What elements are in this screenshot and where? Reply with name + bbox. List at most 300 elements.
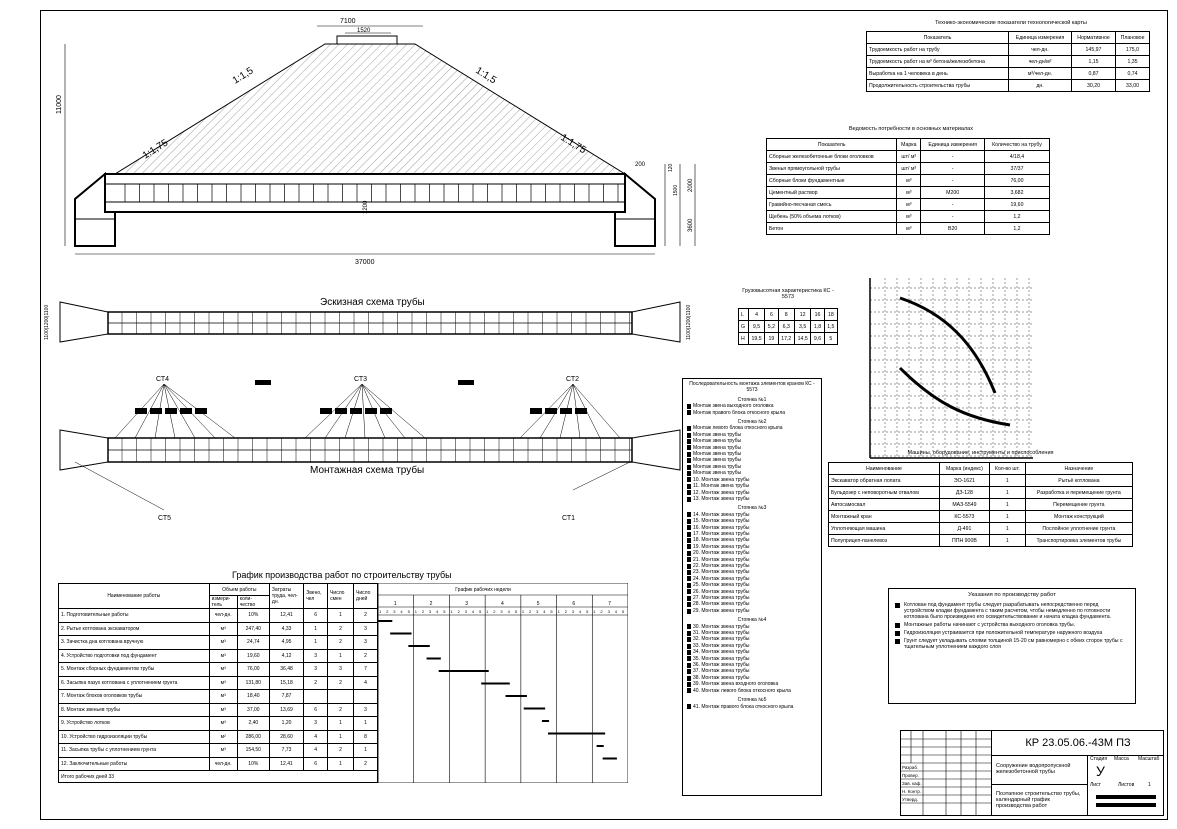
stamp-mass-label: Масса — [1114, 756, 1129, 762]
schedule-cell: 1 — [328, 649, 354, 663]
sched-col-shifts: Число смен — [328, 584, 354, 609]
materials-table-cell: 3,682 — [984, 187, 1049, 199]
materials-table-cell: 1,2 — [984, 211, 1049, 223]
crane-table-cell: 6,3 — [778, 321, 794, 333]
sequence-item: 40. Монтаж левого блока откосного крыла — [687, 688, 817, 694]
stamp-stage: У — [1096, 763, 1105, 779]
sequence-stop-heading: Стоянка №3 — [737, 505, 767, 512]
sequence-item: 24. Монтаж звена трубы — [687, 576, 817, 582]
schedule-row — [59, 730, 378, 744]
schedule-cell: 3 — [304, 717, 328, 731]
svg-text:3: 3 — [571, 609, 575, 614]
materials-table-cell: М200 — [921, 187, 985, 199]
svg-text:4: 4 — [543, 609, 546, 614]
schedule-cell: 7 — [354, 663, 378, 677]
gantt-week-label: 2 — [429, 601, 433, 607]
dim-pipe-height: 1200 — [363, 200, 369, 214]
crane-load-chart — [855, 273, 1035, 463]
crane-table-cell: 3,5 — [794, 321, 810, 333]
schedule-cell: м³ — [209, 663, 237, 677]
schedule-cell: 12. Заключительные работы — [59, 757, 210, 771]
schedule-cell: м² — [209, 730, 237, 744]
materials-table-cell: Сборные железобетонные блоки оголовков — [767, 151, 897, 163]
sequence-item: 20. Монтаж звена трубы — [687, 550, 817, 556]
crane-table-cell: 9,5 — [748, 321, 764, 333]
machines-table-row — [829, 487, 1133, 499]
machines-table-cell: Полуприцеп-панелевоз — [829, 535, 940, 547]
tech-table-cell: 175,0 — [1116, 44, 1150, 56]
machines-table-cell: Транспортировка элементов трубы — [1025, 535, 1132, 547]
schedule-cell: 12,41 — [269, 609, 303, 623]
sequence-item: 39. Монтаж звена входного оголовка — [687, 681, 817, 687]
svg-text:1: 1 — [486, 609, 489, 614]
stamp-scale-label: Масштаб — [1138, 756, 1160, 762]
sequence-item: 28. Монтаж звена трубы — [687, 601, 817, 607]
slope-right-upper: 1:1,5 — [473, 65, 499, 87]
sequence-item: 36. Монтаж звена трубы — [687, 662, 817, 668]
gantt-week-label: 4 — [501, 601, 504, 607]
crane-table-cell: 18 — [824, 309, 837, 321]
sequence-item: 27. Монтаж звена трубы — [687, 595, 817, 601]
schedule-row — [59, 757, 378, 771]
sequence-item: 12. Монтаж звена трубы — [687, 490, 817, 496]
dim-height: 11000 — [56, 95, 63, 114]
machines-table-row — [829, 535, 1133, 547]
tech-table-row — [867, 44, 1150, 56]
tech-table-cell: Продолжительность строительства трубы — [867, 80, 1009, 92]
schedule-cell: 12,41 — [269, 757, 303, 771]
sequence-stop-heading: Стоянка №2 — [737, 419, 767, 426]
materials-table-cell: - — [921, 151, 985, 163]
crane-table-cell: 4 — [748, 309, 764, 321]
materials-table-cell: м³ — [897, 175, 921, 187]
crane-table-cell: 14,5 — [794, 333, 810, 345]
materials-table-title: Ведомость потребности в основных материалах — [849, 126, 973, 132]
schedule-row — [59, 636, 378, 650]
schedule-cell: 2. Рытье котлована экскаватором — [59, 622, 210, 636]
crane-table-title: Грузовысотная характеристика КС - 5573 — [742, 288, 834, 300]
sequence-item: 34. Монтаж звена трубы — [687, 649, 817, 655]
machines-table-cell: КС-5573 — [939, 511, 989, 523]
sequence-title: Последовательность монтажа элементов краном КС - 5573 — [689, 381, 815, 394]
schedule-row — [59, 649, 378, 663]
materials-table-row — [767, 163, 1050, 175]
sequence-item: 23. Монтаж звена трубы — [687, 569, 817, 575]
svg-text:2: 2 — [421, 609, 425, 614]
tech-table-header-1: Единица измерения — [1009, 32, 1072, 44]
materials-table-cell: 4/18,4 — [984, 151, 1049, 163]
schedule-cell: 7. Монтаж блоков оголовков трубы — [59, 690, 210, 704]
schedule-cell: 1 — [328, 717, 354, 731]
sequence-item: 37. Монтаж звена трубы — [687, 668, 817, 674]
svg-text:1: 1 — [414, 609, 417, 614]
tech-table-header-3: Плановое — [1116, 32, 1150, 44]
schedule-cell: м³ — [209, 676, 237, 690]
svg-text:4: 4 — [400, 609, 403, 614]
machines-table-row — [829, 499, 1133, 511]
sketch-scheme-drawing — [40, 290, 700, 350]
machines-table-cell: 1 — [989, 487, 1025, 499]
crane-table — [738, 308, 838, 345]
slope-left-lower: 1:1,75 — [140, 137, 171, 162]
materials-table-row — [767, 187, 1050, 199]
materials-table-cell: Сборные блоки фундаментные — [767, 175, 897, 187]
sequence-item: Монтаж правого блока откосного крыла — [687, 410, 817, 416]
sequence-item: Монтаж звена трубы — [687, 470, 817, 476]
svg-text:2: 2 — [600, 609, 603, 614]
schedule-cell: 3 — [354, 703, 378, 717]
machines-table-cell: ДЗ-128 — [939, 487, 989, 499]
note-item: Гидроизоляция устраивается при положительной температуре наружного воздуха — [895, 630, 1129, 636]
sequence-stop-heading: Стоянка №5 — [737, 697, 767, 704]
schedule-cell: 4 — [304, 744, 328, 758]
station-st4: СТ4 — [156, 376, 169, 383]
sched-col-crew: Звено, чел — [304, 584, 328, 609]
machines-table-cell: Автосамосвал — [829, 499, 940, 511]
schedule-gantt — [378, 583, 628, 783]
dim-3600: 3600 — [688, 218, 694, 232]
schedule-cell — [354, 690, 378, 704]
machines-table-header-0: Наименование — [829, 463, 940, 475]
tech-table-cell: Выработка на 1 человека в день — [867, 68, 1009, 80]
station-st5: СТ5 — [158, 515, 171, 522]
materials-table-cell: Звенья прямоугольной трубы — [767, 163, 897, 175]
crane-table-cell: 1,5 — [824, 321, 837, 333]
machines-table-cell: МАЗ-5549 — [939, 499, 989, 511]
schedule-row — [59, 690, 378, 704]
schedule-cell: м³ — [209, 703, 237, 717]
sequence-item: 29. Монтаж звена трубы — [687, 608, 817, 614]
svg-text:2: 2 — [386, 609, 389, 614]
materials-table-cell: 19,60 — [984, 199, 1049, 211]
materials-table-row — [767, 223, 1050, 235]
sequence-item: 21. Монтаж звена трубы — [687, 557, 817, 563]
schedule-cell: 11. Засыпка трубы с уплотнением грунта — [59, 744, 210, 758]
gantt-week-label: 7 — [608, 601, 611, 607]
gantt-week-label: 6 — [572, 601, 576, 607]
svg-text:3: 3 — [429, 609, 432, 614]
schedule-cell: 1 — [328, 609, 354, 623]
schedule-cell: 1 — [304, 622, 328, 636]
sequence-item: Монтаж звена трубы — [687, 457, 817, 463]
schedule-title: График производства работ по строительству трубы — [232, 570, 452, 580]
svg-text:4: 4 — [471, 609, 475, 614]
materials-table-row — [767, 199, 1050, 211]
sched-col-name: Наименование работы — [59, 584, 210, 609]
materials-table-cell: - — [921, 211, 985, 223]
crane-table-row — [739, 321, 838, 333]
svg-text:2: 2 — [529, 609, 532, 614]
schedule-cell: 4,12 — [269, 649, 303, 663]
stamp-sheet-label: Лист — [1090, 782, 1101, 788]
sketch-dims-left: 1100|1200|1100 — [44, 304, 50, 340]
schedule-cell: 37,00 — [237, 703, 269, 717]
schedule-cell: 6. Засыпка пазух котлована с уплотнением грунта — [59, 676, 210, 690]
schedule-cell: 3 — [354, 622, 378, 636]
sequence-item: Монтаж звена выходного оголовка — [687, 403, 817, 409]
tech-table-cell: дн. — [1009, 80, 1072, 92]
dim-length: 37000 — [355, 259, 375, 266]
schedule-cell: 7,87 — [269, 690, 303, 704]
gantt-week-label: 3 — [465, 601, 469, 607]
dim-top-inner: 1520 — [357, 28, 371, 34]
schedule-cell: 6 — [304, 703, 328, 717]
sketch-title: Эскизная схема трубы — [320, 297, 425, 308]
sequence-item: 18. Монтаж звена трубы — [687, 537, 817, 543]
schedule-cell: 4,33 — [269, 622, 303, 636]
materials-table-cell: Бетон — [767, 223, 897, 235]
machines-table-cell: 1 — [989, 523, 1025, 535]
montage-scheme-drawing — [40, 370, 700, 530]
sequence-item: 35. Монтаж звена трубы — [687, 656, 817, 662]
dim-120: 120 — [668, 163, 674, 172]
sequence-item: 17. Монтаж звена трубы — [687, 531, 817, 537]
svg-text:4: 4 — [579, 609, 582, 614]
sequence-item: 31. Монтаж звена трубы — [687, 630, 817, 636]
schedule-cell: м³ — [209, 717, 237, 731]
machines-table-cell: Д-491 — [939, 523, 989, 535]
materials-table-cell: 76,00 — [984, 175, 1049, 187]
schedule-cell: 36,48 — [269, 663, 303, 677]
machines-table-header-1: Марка (индекс) — [939, 463, 989, 475]
schedule-cell: 24,74 — [237, 636, 269, 650]
schedule-cell: 2 — [354, 609, 378, 623]
sequence-item: 32. Монтаж звена трубы — [687, 636, 817, 642]
note-item: Грунт следует укладывать слоями толщиной 15-20 см равномерно с обеих сторон трубы с тщательным уплотнением каждого слоя — [895, 638, 1129, 650]
tech-table-cell: 30,20 — [1071, 80, 1115, 92]
materials-table-cell: Щебень (50% объема лотков) — [767, 211, 897, 223]
schedule-cell: 3 — [328, 663, 354, 677]
title-block — [900, 730, 1164, 816]
schedule-cell: 4. Устройство подготовки под фундамент — [59, 649, 210, 663]
machines-table-cell: 1 — [989, 511, 1025, 523]
schedule-cell — [328, 690, 354, 704]
notes-title: Указания по производству работ — [968, 592, 1056, 598]
machines-table-title: Машины, оборудование, инструменты и приспособления — [907, 450, 1054, 456]
svg-text:2: 2 — [493, 609, 496, 614]
slope-right-lower: 1:1,75 — [558, 132, 588, 157]
crane-table-cell: 9,6 — [811, 333, 824, 345]
sequence-stop-heading: Стоянка №1 — [737, 396, 767, 403]
sched-col-calendar: График рабочих недели — [455, 587, 511, 593]
sequence-item: 22. Монтаж звена трубы — [687, 563, 817, 569]
svg-text:5: 5 — [443, 609, 446, 614]
materials-table-cell: Цементный раствор — [767, 187, 897, 199]
materials-table-cell: м³ — [897, 211, 921, 223]
materials-table-cell: м³ — [897, 187, 921, 199]
schedule-cell: 2,40 — [237, 717, 269, 731]
materials-table-row — [767, 211, 1050, 223]
schedule-cell: 28,60 — [269, 730, 303, 744]
dim-2000: 2000 — [688, 178, 694, 192]
stamp-role: Провер. — [902, 773, 919, 778]
stamp-stage-label: Стадия — [1090, 756, 1108, 762]
machines-table-cell: Уплотняющая машина — [829, 523, 940, 535]
sketch-dims-right: 1100|1200|1100 — [686, 304, 692, 340]
tech-table-cell: 1,15 — [1071, 56, 1115, 68]
schedule-cell: 15,18 — [269, 676, 303, 690]
schedule-cell: 76,00 — [237, 663, 269, 677]
svg-text:5: 5 — [550, 609, 553, 614]
dim-200: 200 — [635, 162, 646, 168]
stamp-object: Сооружение водопропускной железобетонной трубы — [991, 755, 1087, 785]
crane-table-cell: 1,8 — [811, 321, 824, 333]
stamp-sheet-title: Поэтапное строительство трубы, календарный график производства работ — [991, 785, 1087, 815]
machines-table-cell: Рытьё котлована — [1025, 475, 1132, 487]
materials-table-cell: Гравийно-песчаная смесь — [767, 199, 897, 211]
crane-table-cell: 17,2 — [778, 333, 794, 345]
dim-top-width: 7100 — [340, 18, 356, 25]
materials-table-cell: В20 — [921, 223, 985, 235]
schedule-total: Итого рабочих дней 33 — [59, 771, 378, 783]
schedule-row — [59, 609, 378, 623]
svg-text:2: 2 — [457, 609, 460, 614]
schedule-cell: 247,40 — [237, 622, 269, 636]
schedule-cell: 2 — [328, 622, 354, 636]
schedule-cell: 2 — [304, 676, 328, 690]
pipe-profile-drawing — [55, 14, 705, 274]
sequence-item: Монтаж звена трубы — [687, 451, 817, 457]
sequence-item: 15. Монтаж звена трубы — [687, 518, 817, 524]
sequence-item: 14. Монтаж звена трубы — [687, 512, 817, 518]
stamp-code: КР 23.05.06.-43М ПЗ — [991, 731, 1164, 756]
dim-1500: 1500 — [673, 184, 679, 196]
svg-text:3: 3 — [536, 609, 539, 614]
schedule-cell: 1 — [354, 717, 378, 731]
schedule-cell: 6 — [304, 757, 328, 771]
schedule-cell: 2 — [328, 703, 354, 717]
tech-table-title: Технико-экономические показатели технологической карты — [935, 20, 1087, 26]
schedule-row — [59, 622, 378, 636]
schedule-cell: м³ — [209, 649, 237, 663]
machines-table-cell: 1 — [989, 499, 1025, 511]
crane-table-cell: L — [739, 309, 749, 321]
schedule-cell: 2 — [354, 649, 378, 663]
crane-table-cell: 12 — [794, 309, 810, 321]
schedule-cell — [304, 690, 328, 704]
tech-table-cell: 0,74 — [1116, 68, 1150, 80]
schedule-cell: 6 — [304, 609, 328, 623]
svg-text:5: 5 — [586, 609, 589, 614]
schedule-cell: 19,60 — [237, 649, 269, 663]
machines-table-cell: Перемещение грунта — [1025, 499, 1132, 511]
sequence-item: 26. Монтаж звена трубы — [687, 589, 817, 595]
schedule-row — [59, 676, 378, 690]
materials-table-cell: шт/ м³ — [897, 151, 921, 163]
sequence-item: 13. Монтаж звена трубы — [687, 496, 817, 502]
station-st1: СТ1 — [562, 515, 575, 522]
machines-table-header-2: Кол-во шт. — [989, 463, 1025, 475]
materials-table-header-0: Показатель — [767, 139, 897, 151]
materials-table-cell: - — [921, 163, 985, 175]
machines-table-row — [829, 475, 1133, 487]
schedule-cell: чел-дн. — [209, 757, 237, 771]
tech-table-cell: Трудоемкость работ на трубу — [867, 44, 1009, 56]
materials-table — [766, 138, 1050, 235]
svg-text:1: 1 — [521, 609, 525, 614]
schedule-cell: м³ — [209, 636, 237, 650]
schedule-cell: 9. Устройство лотков — [59, 717, 210, 731]
sequence-item: Монтаж звена трубы — [687, 464, 817, 470]
stamp-role: Зав. каф. — [902, 781, 922, 786]
machines-table-cell: Монтаж конструкций — [1025, 511, 1132, 523]
tech-table-row — [867, 56, 1150, 68]
tech-table — [866, 31, 1150, 92]
materials-table-header-2: Единица измерения — [921, 139, 985, 151]
sched-col-unit: измери-тель — [209, 596, 237, 609]
stamp-role: Утверд. — [902, 797, 919, 802]
schedule-cell: 7,73 — [269, 744, 303, 758]
crane-table-cell: 8 — [778, 309, 794, 321]
slope-left-upper: 1:1,5 — [230, 65, 256, 87]
sequence-item: Монтаж звена трубы — [687, 438, 817, 444]
sched-col-days: Число дней — [354, 584, 378, 609]
sequence-item: 10. Монтаж звена трубы — [687, 477, 817, 483]
sequence-item: 16. Монтаж звена трубы — [687, 525, 817, 531]
schedule-cell: 4,95 — [269, 636, 303, 650]
schedule-cell: 1 — [304, 636, 328, 650]
svg-text:4: 4 — [507, 609, 510, 614]
svg-text:2: 2 — [564, 609, 567, 614]
schedule-cell: 2 — [328, 636, 354, 650]
svg-text:5: 5 — [621, 609, 625, 614]
materials-table-cell: 37/37 — [984, 163, 1049, 175]
machines-table-row — [829, 511, 1133, 523]
materials-table-header-1: Марка — [897, 139, 921, 151]
schedule-row — [59, 663, 378, 677]
schedule-row — [59, 703, 378, 717]
tech-table-cell: чел-дн. — [1009, 44, 1072, 56]
schedule-cell: м³ — [209, 690, 237, 704]
schedule-cell: 5. Монтаж сборных фундаментов трубы — [59, 663, 210, 677]
crane-table-cell: 19 — [765, 333, 778, 345]
schedule-cell: 3 — [304, 649, 328, 663]
sequence-item: Монтаж звена трубы — [687, 432, 817, 438]
materials-table-header-3: Количество на трубу — [984, 139, 1049, 151]
svg-text:3: 3 — [464, 609, 467, 614]
svg-text:1: 1 — [593, 609, 596, 614]
sequence-item: 41. Монтаж правого блока откосного крыла — [687, 704, 817, 710]
schedule-cell: 1. Подготовительные работы — [59, 609, 210, 623]
stamp-role: Разраб. — [902, 765, 919, 770]
schedule-cell: 3. Зачистка дна котлована вручную — [59, 636, 210, 650]
tech-table-cell: 0,87 — [1071, 68, 1115, 80]
svg-text:3: 3 — [607, 609, 610, 614]
crane-table-cell: 5,2 — [765, 321, 778, 333]
schedule-cell: чел-дн. — [209, 609, 237, 623]
work-notes — [888, 588, 1136, 704]
schedule-cell: 2 — [328, 676, 354, 690]
sequence-item: Монтаж звена трубы — [687, 445, 817, 451]
machines-table-cell: Бульдозер с неповоротным отвалом — [829, 487, 940, 499]
svg-text:5: 5 — [514, 609, 517, 614]
machines-table-cell: Монтажный кран — [829, 511, 940, 523]
svg-text:5: 5 — [407, 609, 410, 614]
materials-table-cell: м³ — [897, 223, 921, 235]
materials-table-row — [767, 175, 1050, 187]
svg-text:1: 1 — [379, 609, 382, 614]
svg-text:1: 1 — [450, 609, 453, 614]
crane-table-row — [739, 309, 838, 321]
tech-table-row — [867, 80, 1150, 92]
svg-text:1: 1 — [557, 609, 560, 614]
crane-table-cell: 5 — [824, 333, 837, 345]
note-item: Котлован под фундамент трубы следует разрабатывать непосредственно перед устройством кладки фундамента с таким расчетом, чтобы немедленно по готовности котлована было произведено его освидетельствование и начата кладка фундамента. — [895, 602, 1129, 620]
crane-table-row — [739, 333, 838, 345]
schedule-cell: 13,69 — [269, 703, 303, 717]
crane-table-cell: 16 — [811, 309, 824, 321]
machines-table — [828, 462, 1133, 547]
